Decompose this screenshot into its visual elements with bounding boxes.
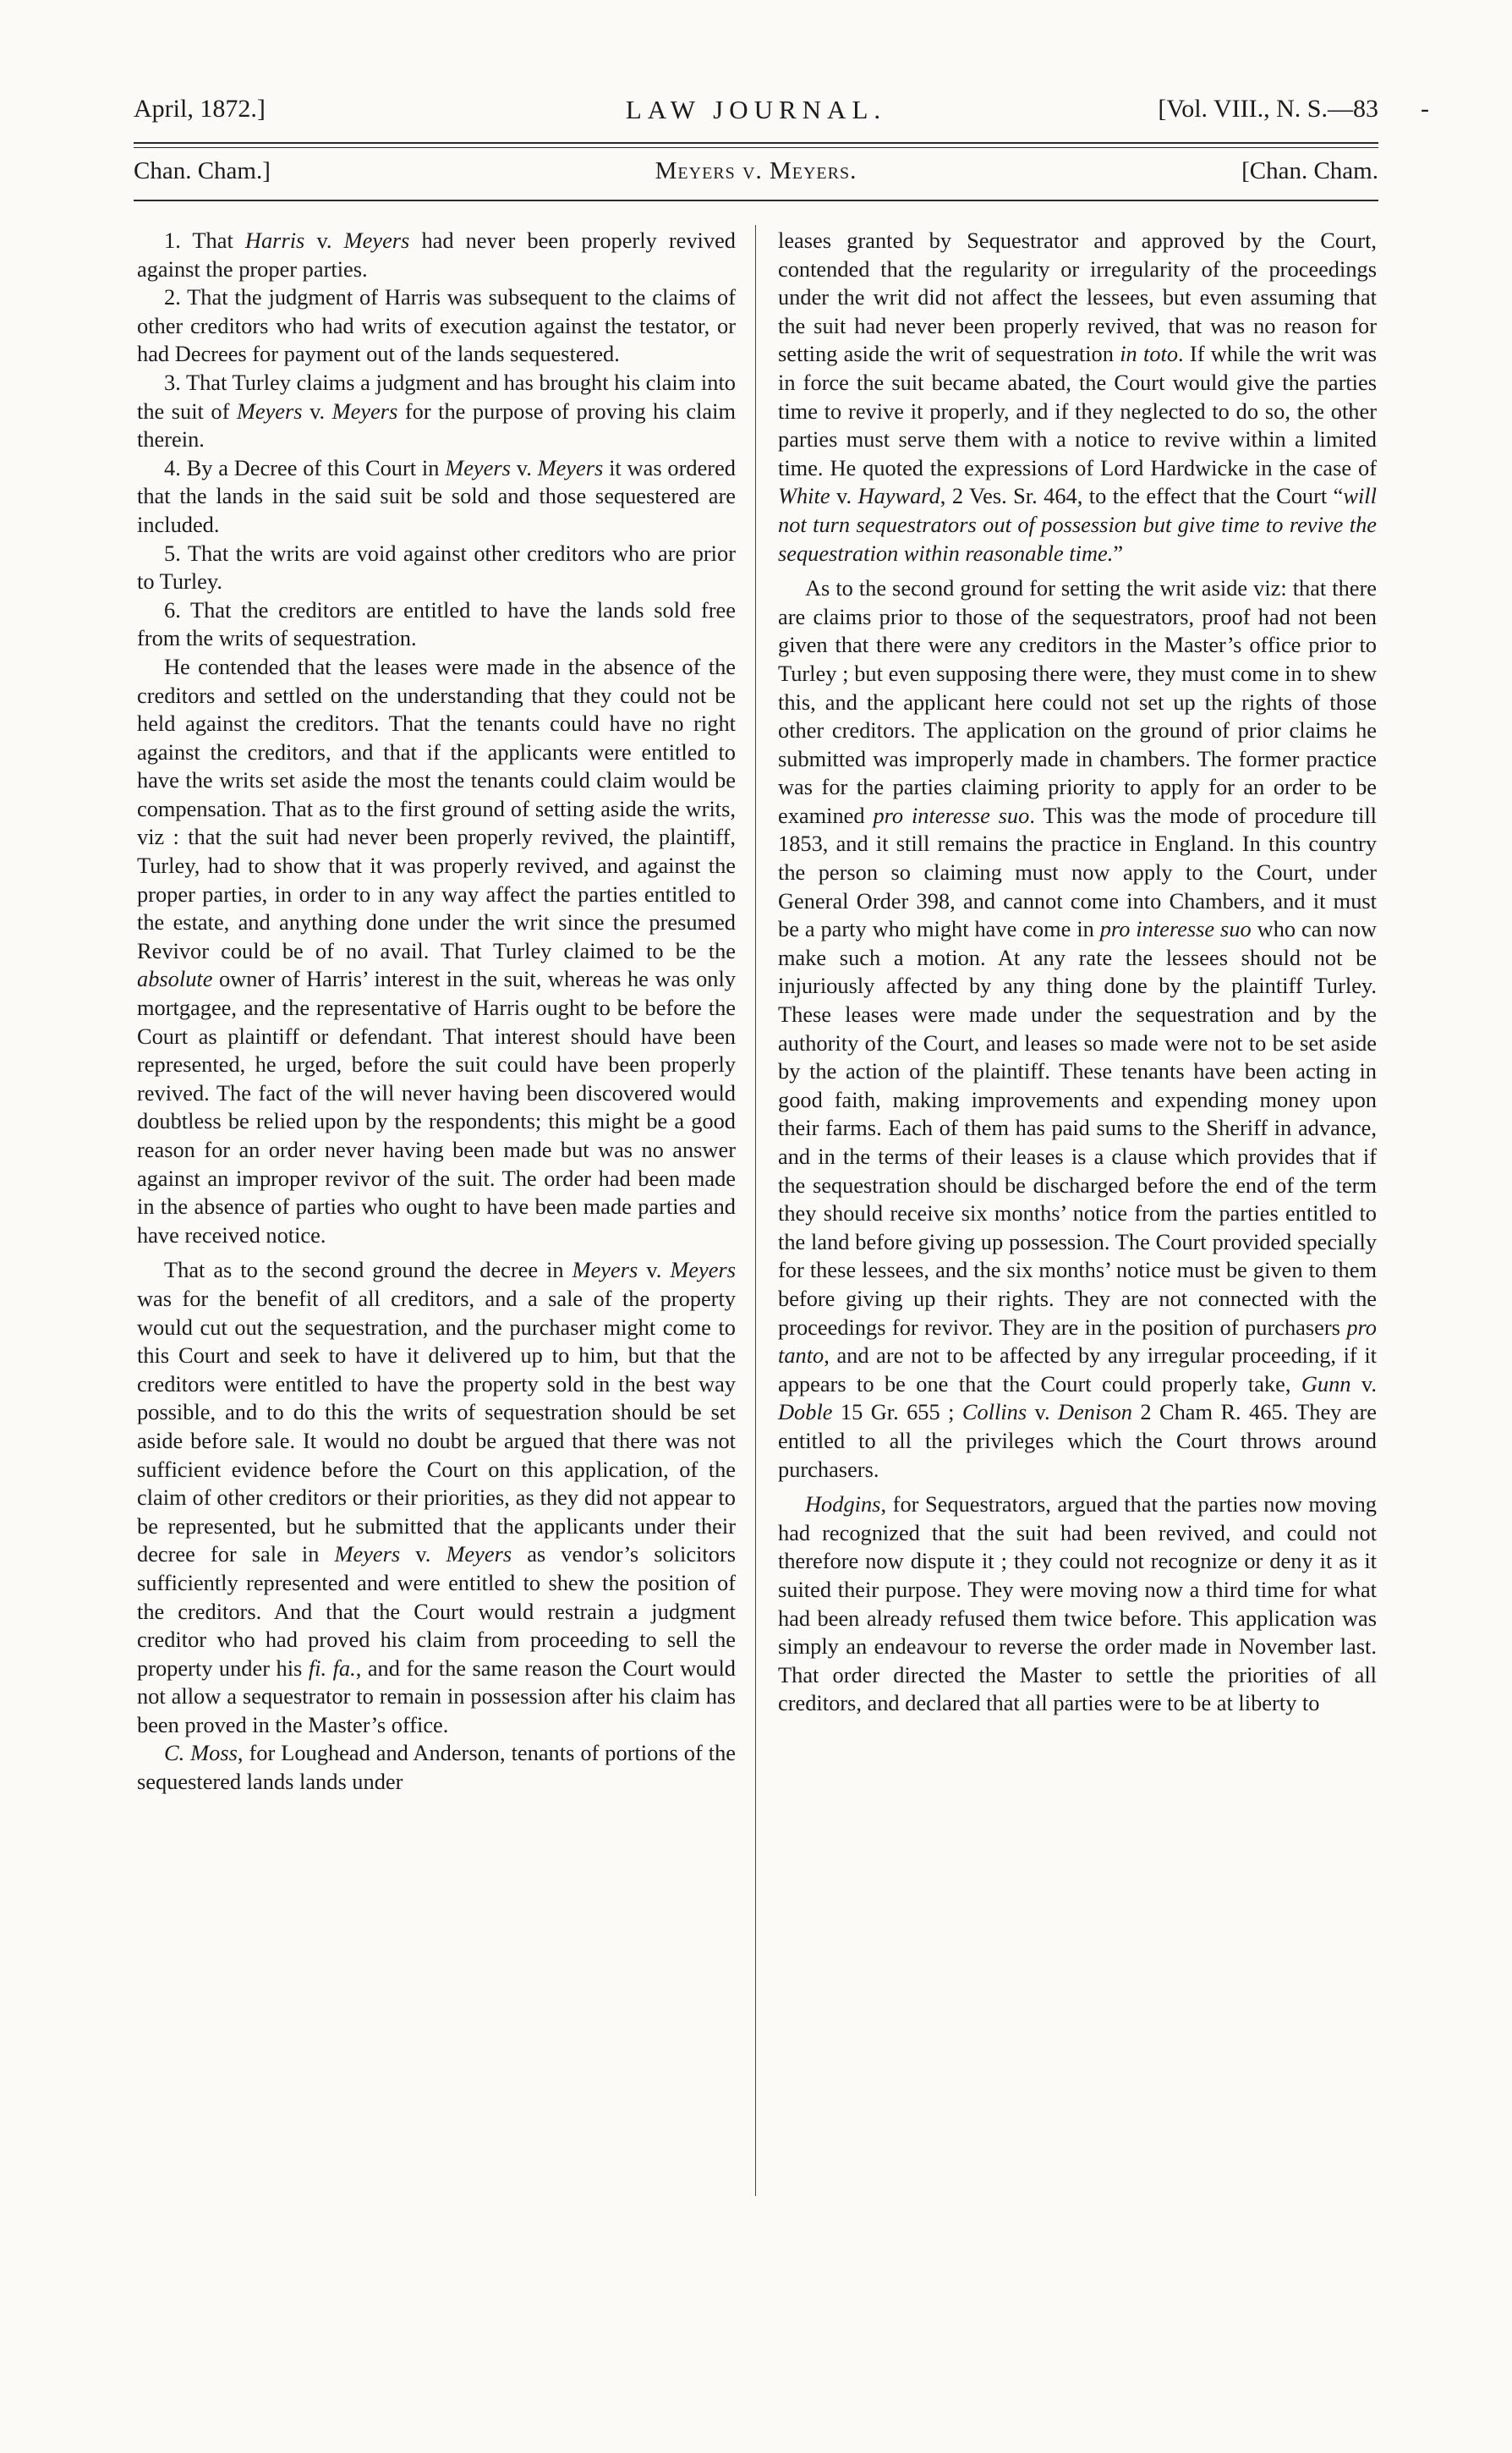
journal-title: LAW JOURNAL.	[625, 95, 887, 124]
column-divider	[755, 225, 756, 2196]
paragraph: Hodgins, for Sequestrators, argued that the parties now moving had recognized that the suit had been revived, and could not therefore now dispute it ; they could not recognize or deny it as it suited their purpose. They were moving now a third time for what had been already refused them twice before. This application was simply an endeavour to reverse the order made in November last. That order directed the Master to settle the priorities of all creditors, and declared that all parties were to be at liberty to	[778, 1491, 1377, 1716]
left-column	[137, 227, 736, 1797]
court-left: Chan. Cham.]	[134, 157, 271, 184]
right-column	[778, 227, 1377, 1718]
paragraph: 4. By a Decree of this Court in Meyers v. Meyers it was ordered that the lands in the said suit be sold and those sequestered are included.	[137, 454, 737, 537]
paragraph: leases granted by Sequestrator and approved by the Court, contended that the regularity or irregularity of the proceedings under the writ did not affect the lessees, but even assuming that the suit had never been properly revived, that was no reason for setting aside the writ of sequestration in toto. If while the writ was in force the suit became abated, the Court would give the parties time to revive it properly, and if they neglected to do so, the other parties must serve them with a notice to revive within a limited time. He quoted the expressions of Lord Hardwicke in the case of White v. Hayward, 2 Ves. Sr. 464, to the effect that the Court “will not turn sequestrators out of possession but give time to revive the sequestration within reasonable time.”	[778, 228, 1377, 566]
paragraph: As to the second ground for setting the writ aside viz: that there are claims prior to those of the sequestrators, proof had not been given that there were any creditors in the Master’s office prior to Turley ; but even supposing there were, they must come in to shew this, and the applicant here could not set up the rights of those other creditors. The application on the ground of prior claims he submitted was improperly made in chambers. The former practice was for the parties claiming priority to apply for an order to be examined pro interesse suo. This was the mode of procedure till 1853, and it still remains the practice in England. In this country the person so claiming must now apply to the Court, under General Order 398, and cannot come into Chambers, and it must be a party who might have come in pro interesse suo who can now make such a motion. At any rate the lessees should not be injuriously affected by any thing done by the plaintiff Turley. These leases were made under the sequestration and by the authority of the Court, and leases so made were not to be set aside by the action of the plaintiff. These tenants have been acting in good faith, making improvements and expending money upon their farms. Each of them has paid sums to the Sheriff in advance, and in the terms of their leases is a clause which provides that if the sequestration should be discharged before the end of the term they should receive six months’ notice from the parties entitled to the land before giving up possession. The Court provided specially for these lessees, and the six months’ notice must be given to them before giving up their rights. They are not connected with the proceedings for revivor. They are in the position of purchasers pro tanto, and are not to be affected by any irregular proceeding, if it appears to be one that the Court could properly take, Gunn v. Doble 15 Gr. 655 ; Collins v. Denison 2 Cham R. 465. They are entitled to all the privileges which the Court throws around purchasers.	[778, 575, 1378, 1482]
paragraph: 1. That Harris v. Meyers had never been properly revived against the proper parties.	[137, 228, 736, 282]
paragraph: 2. That the judgment of Harris was subsequent to the claims of other creditors who had writs of execution against the testator, or had Decrees for payment out of the lands sequestered.	[137, 284, 736, 367]
header-rule	[134, 200, 1378, 201]
running-header	[134, 95, 1378, 132]
paragraph: 3. That Turley claims a judgment and has brought his claim into the suit of Meyers v. Meyers for the purpose of proving his claim therein.	[137, 369, 736, 453]
paragraph: C. Moss, for Loughead and Anderson, tenants of portions of the sequestered lands lands under	[137, 1740, 736, 1795]
paragraph: He contended that the leases were made in the absence of the creditors and settled on the understanding that they could not be held against the creditors. That the tenants could have no right against the creditors, and that if the applicants were entitled to have the writs set aside the most the tenants could claim would be compensation. That as to the first ground of setting aside the writs, viz : that the suit had never been properly revived, the plaintiff, Turley, had to show that it was properly revived, and against the proper parties, in order to in any way affect the parties entitled to the estate, and anything done under the writ since the presumed Revivor could be of no avail. That Turley claimed to be the absolute owner of Harris’ interest in the suit, whereas he was only mortgagee, and the representative of Harris ought to be before the Court as plaintiff or defendant. That interest should have been represented, he urged, before the suit could have been properly revived. The fact of the will never having been discovered would doubtless be relied upon by the respondents; this might be a good reason for an order never having been made but was no answer against an improper revivor of the suit. The order had been made in the absence of parties who ought to have been made parties and have received notice.	[137, 653, 736, 1248]
issue-date: April, 1872.]	[134, 95, 266, 123]
paragraph: 6. That the creditors are entitled to have the lands sold free from the writs of sequestration.	[137, 596, 736, 651]
header-double-rule	[134, 142, 1378, 148]
case-name: Meyers v. Meyers.	[655, 157, 857, 184]
court-right: [Chan. Cham.	[1241, 157, 1378, 184]
paragraph: That as to the second ground the decree in Meyers v. Meyers was for the benefit of all creditors, and a sale of the property would cut out the sequestration, and the purchaser might come to this Court and seek to have it delivered up to him, but that the creditors were entitled to have the property sold in the best way possible, and to do this the writs of sequestration should be set aside before sale. It would no doubt be argued that there was not sufficient evidence before the Court on this application, of the claim of other creditors or their priorities, as they did not appear to be represented, but he submitted that the applicants under their decree for sale in Meyers v. Meyers as vendor’s solicitors sufficiently represented and were entitled to shew the position of the creditors. And that the Court would restrain a judgment creditor who had proved his claim from proceeding to sell the property under his fi. fa., and for the same reason the Court would not allow a sequestrator to remain in possession after his claim has been proved in the Master’s office.	[137, 1257, 736, 1737]
volume-and-page: [Vol. VIII., N. S.—83	[1158, 95, 1378, 123]
case-header	[134, 157, 1378, 191]
paragraph: 5. That the writs are void against other creditors who are prior to Turley.	[137, 540, 736, 595]
margin-mark: -	[1421, 95, 1429, 123]
